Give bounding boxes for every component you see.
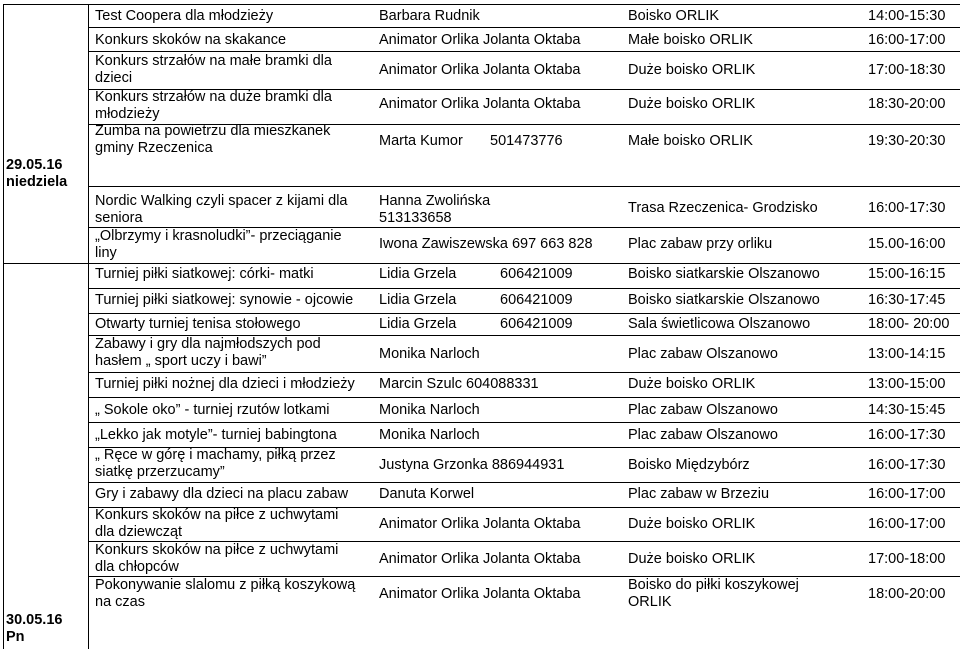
event-name-line-2: hasłem „ sport uczy i bawi” — [95, 353, 267, 369]
time-range: 18:30-20:00 — [868, 96, 946, 112]
place-name: Duże boisko ORLIK — [628, 62, 756, 78]
event-name — [95, 53, 332, 87]
time-range: 13:00-15:00 — [868, 376, 946, 392]
place-name: Plac zabaw Olszanowo — [628, 346, 778, 362]
person-name: Monika Narloch — [379, 346, 480, 362]
event-name: „ Sokole oko” - turniej rzutów lotkami — [95, 402, 330, 418]
person-name: Danuta Korwel — [379, 486, 475, 502]
event-name-line-1: Pokonywanie slalomu z piłką koszykową — [95, 577, 356, 593]
date-1-day: niedziela — [6, 174, 68, 190]
row-divider — [88, 51, 960, 52]
person-name: Barbara Rudnik — [379, 8, 480, 24]
person-name: Animator Orlika Jolanta Oktaba — [379, 62, 581, 78]
event-name-line-2: siatkę przerzucamy” — [95, 464, 225, 480]
phone-number: 606421009 — [500, 316, 573, 332]
place-name: Duże boisko ORLIK — [628, 96, 756, 112]
time-range: 16:00-17:30 — [868, 457, 946, 473]
place-name: Duże boisko ORLIK — [628, 516, 756, 532]
event-name: Test Coopera dla młodzieży — [95, 8, 274, 24]
event-name: „Lekko jak motyle”- turniej babingtona — [95, 427, 337, 443]
place-name-line-1: Boisko do piłki koszykowej — [628, 577, 799, 593]
time-range: 17:00-18:00 — [868, 551, 946, 567]
event-name-line-2: młodzieży — [95, 106, 160, 122]
event-name-line-2: na czas — [95, 594, 145, 610]
row-divider — [88, 482, 960, 483]
event-name-line-2: seniora — [95, 210, 143, 226]
place-name: Boisko Międzybórz — [628, 457, 750, 473]
place-name: Małe boisko ORLIK — [628, 133, 753, 149]
event-name — [95, 336, 321, 370]
place-name: Plac zabaw przy orliku — [628, 236, 773, 252]
event-name: Turniej piłki nożnej dla dzieci i młodzieży — [95, 376, 355, 392]
time-range: 18:00- 20:00 — [868, 316, 950, 332]
person-name: Monika Narloch — [379, 402, 480, 418]
event-name-line-1: „ Ręce w górę i machamy, piłką przez — [95, 447, 336, 463]
time-range: 16:00-17:00 — [868, 486, 946, 502]
event-name-line-2: liny — [95, 245, 117, 261]
person-name: Animator Orlika Jolanta Oktaba — [379, 551, 581, 567]
place-name: Sala świetlicowa Olszanowo — [628, 316, 811, 332]
event-name-line-1: Nordic Walking czyli spacer z kijami dla — [95, 193, 348, 209]
event-name — [95, 577, 355, 611]
date-group-divider — [3, 263, 960, 264]
person-name-line-1: Hanna Zwolińska — [379, 193, 491, 209]
place-name-line-2: ORLIK — [628, 594, 672, 610]
event-name — [95, 447, 336, 481]
event-name — [95, 507, 338, 541]
time-range: 15:00-16:15 — [868, 266, 946, 282]
place-name: Boisko ORLIK — [628, 8, 720, 24]
row-divider — [88, 422, 960, 423]
person-name: Lidia Grzela — [379, 292, 457, 308]
person-name: Lidia Grzela — [379, 316, 457, 332]
event-name-line-1: Konkurs skoków na piłce z uchwytami — [95, 507, 339, 523]
time-range: 16:30-17:45 — [868, 292, 946, 308]
date-2-day: Pn — [6, 629, 25, 645]
time-range: 16:00-17:30 — [868, 200, 946, 216]
event-name: Turniej piłki siatkowej: córki- matki — [95, 266, 314, 282]
table-left-border — [3, 4, 4, 649]
event-name-line-1: Konkurs strzałów na duże bramki dla — [95, 89, 332, 105]
phone-number: 501473776 — [490, 133, 563, 149]
place-name: Plac zabaw w Brzeziu — [628, 486, 770, 502]
time-range: 18:00-20:00 — [868, 586, 946, 602]
event-name-line-2: dla dziewcząt — [95, 524, 183, 540]
date-label-2 — [6, 612, 62, 646]
person-name: Lidia Grzela — [379, 266, 457, 282]
place-name: Boisko siatkarskie Olszanowo — [628, 266, 820, 282]
place-name — [628, 577, 799, 611]
event-name: Konkurs skoków na skakance — [95, 32, 287, 48]
place-name: Plac zabaw Olszanowo — [628, 402, 778, 418]
event-name-line-1: „Olbrzymy i krasnoludki”- przeciąganie — [95, 228, 342, 244]
person-name: Iwona Zawiszewska 697 663 828 — [379, 236, 593, 252]
person-name: Animator Orlika Jolanta Oktaba — [379, 516, 581, 532]
place-name: Duże boisko ORLIK — [628, 551, 756, 567]
event-name-line-1: Konkurs strzałów na małe bramki dla — [95, 53, 332, 69]
event-name-line-1: Zumba na powietrzu dla mieszkanek — [95, 123, 331, 139]
date-label-1 — [6, 157, 67, 191]
person-name: Justyna Grzonka 886944931 — [379, 457, 565, 473]
place-name: Duże boisko ORLIK — [628, 376, 756, 392]
time-range: 13:00-14:15 — [868, 346, 946, 362]
person-name — [379, 193, 490, 227]
row-divider — [88, 313, 960, 314]
person-name: Animator Orlika Jolanta Oktaba — [379, 586, 581, 602]
event-name: Turniej piłki siatkowej: synowie - ojcowie — [95, 292, 354, 308]
time-range: 14:30-15:45 — [868, 402, 946, 418]
place-name: Boisko siatkarskie Olszanowo — [628, 292, 820, 308]
event-name — [95, 542, 338, 576]
phone-number: 606421009 — [500, 266, 573, 282]
row-divider — [88, 397, 960, 398]
event-name-line-2: dla chłopców — [95, 559, 179, 575]
event-name — [95, 193, 347, 227]
event-name — [95, 89, 332, 123]
phone-number: 606421009 — [500, 292, 573, 308]
person-name: Animator Orlika Jolanta Oktaba — [379, 96, 581, 112]
time-range: 14:00-15:30 — [868, 8, 946, 24]
person-name: Marta Kumor — [379, 133, 463, 149]
place-name: Małe boisko ORLIK — [628, 32, 753, 48]
time-range: 16:00-17:00 — [868, 516, 946, 532]
time-range: 16:00-17:30 — [868, 427, 946, 443]
date-1: 29.05.16 — [6, 157, 63, 173]
event-name: Gry i zabawy dla dzieci na placu zabaw — [95, 486, 349, 502]
event-name-line-1: Zabawy i gry dla najmłodszych pod — [95, 336, 321, 352]
time-range: 15.00-16:00 — [868, 236, 946, 252]
event-name-line-1: Konkurs skoków na piłce z uchwytami — [95, 542, 339, 558]
time-range: 17:00-18:30 — [868, 62, 946, 78]
phone-number: 513133658 — [379, 210, 452, 226]
event-name — [95, 228, 342, 262]
event-name-line-2: gminy Rzeczenica — [95, 140, 213, 156]
date-2: 30.05.16 — [6, 612, 63, 628]
time-range: 19:30-20:30 — [868, 133, 946, 149]
date-column-divider — [88, 4, 89, 649]
person-name: Monika Narloch — [379, 427, 480, 443]
event-name-line-2: dzieci — [95, 70, 133, 86]
place-name: Trasa Rzeczenica- Grodzisko — [628, 200, 818, 216]
person-name: Marcin Szulc 604088331 — [379, 376, 539, 392]
person-name: Animator Orlika Jolanta Oktaba — [379, 32, 581, 48]
place-name: Plac zabaw Olszanowo — [628, 427, 778, 443]
event-name — [95, 123, 330, 157]
row-divider — [88, 288, 960, 289]
row-divider — [88, 186, 960, 187]
row-divider — [88, 372, 960, 373]
table-top-border — [3, 4, 960, 5]
event-name: Otwarty turniej tenisa stołowego — [95, 316, 301, 332]
row-divider — [88, 27, 960, 28]
time-range: 16:00-17:00 — [868, 32, 946, 48]
